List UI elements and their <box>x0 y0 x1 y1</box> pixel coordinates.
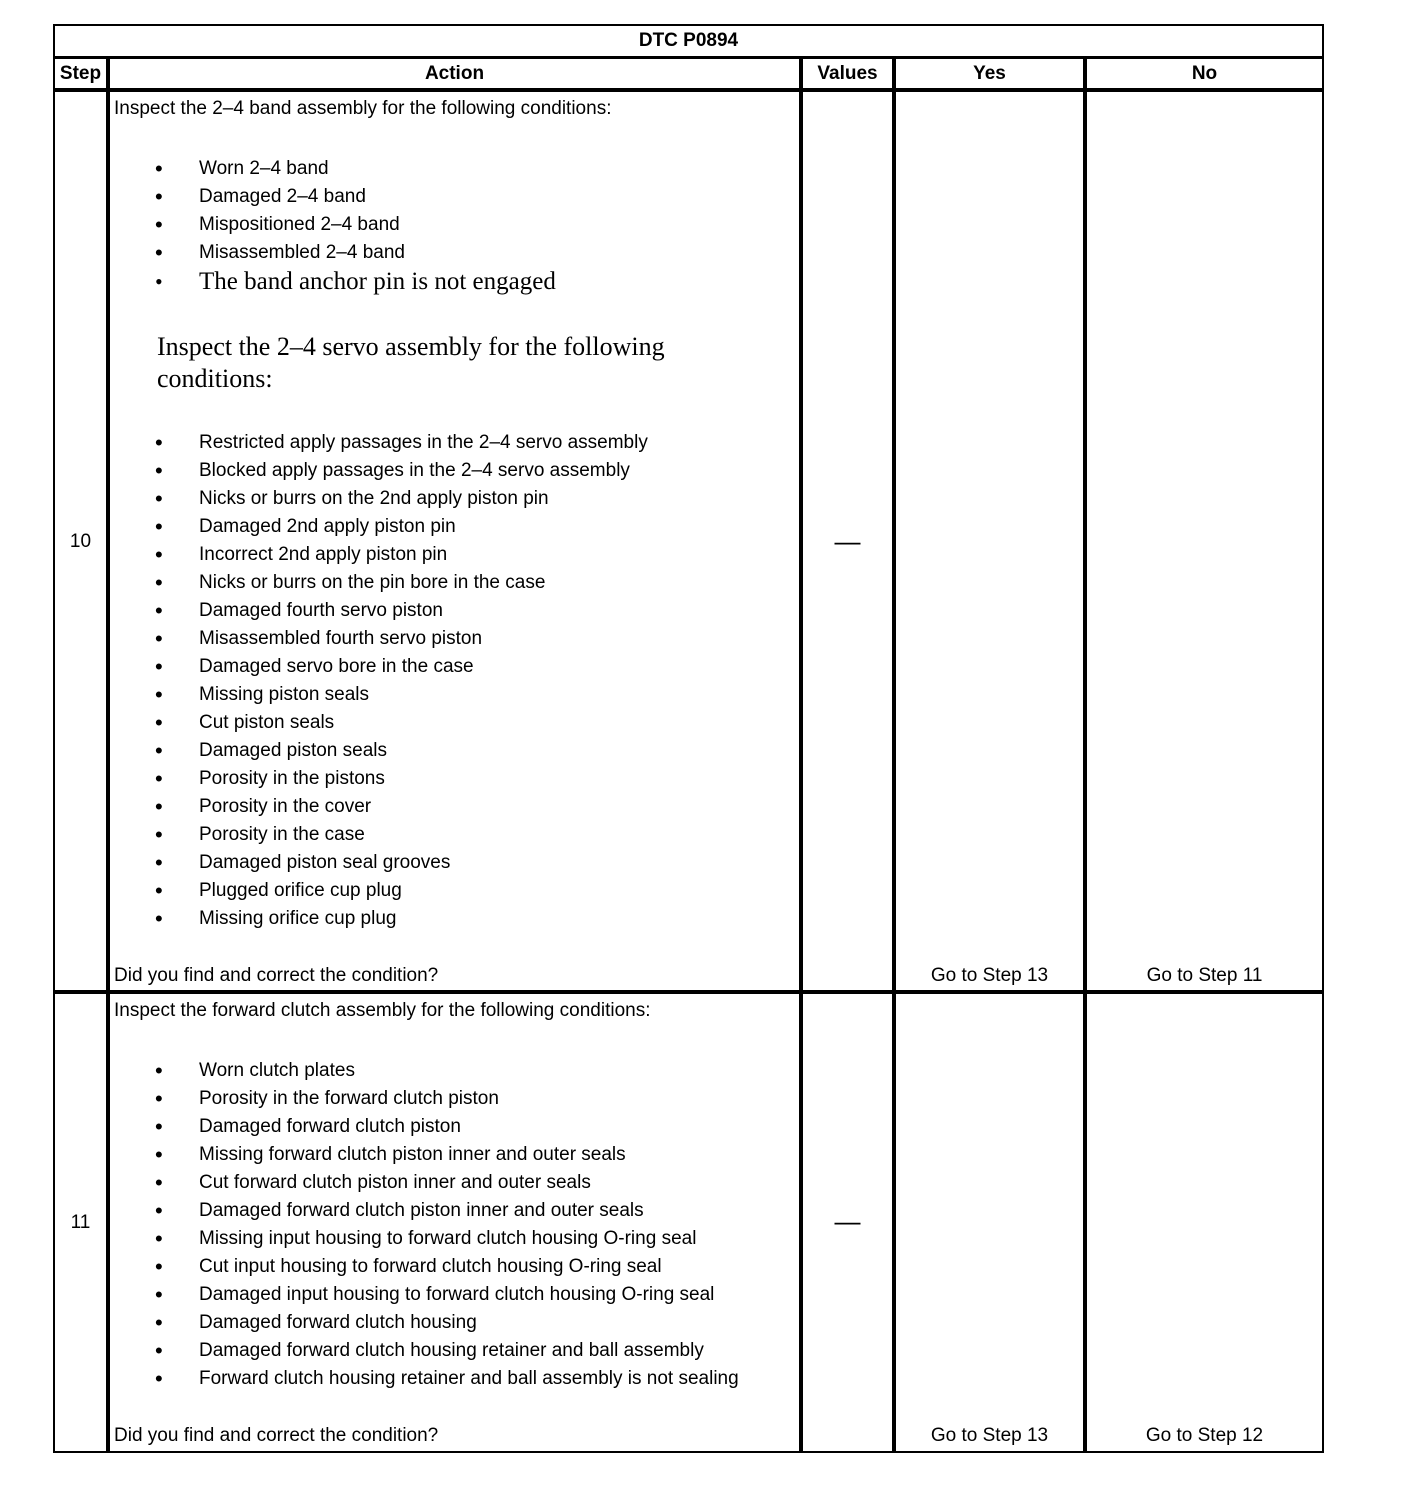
col-divider-values <box>892 56 896 1453</box>
step-10-band-list <box>114 155 556 297</box>
header-step: Step <box>59 63 102 84</box>
step-10-values: — <box>834 526 861 556</box>
step-10-no: Go to Step 11 <box>1146 965 1263 986</box>
list-item: • Damaged forward clutch piston <box>114 1113 739 1141</box>
list-item: • Damaged forward clutch housing retainer and ball assembly <box>114 1337 739 1365</box>
list-item: • Misassembled fourth servo piston <box>114 625 648 653</box>
list-item: • Porosity in the forward clutch piston <box>114 1085 739 1113</box>
list-item: • Missing forward clutch piston inner and outer seals <box>114 1141 739 1169</box>
step-11-question: Did you find and correct the condition? <box>114 1425 439 1446</box>
title-divider <box>53 56 1324 59</box>
row-divider <box>53 990 1324 994</box>
header-divider <box>53 88 1324 92</box>
list-item: • Damaged forward clutch piston inner and outer seals <box>114 1197 739 1225</box>
list-item: • Nicks or burrs on the 2nd apply piston pin <box>114 485 648 513</box>
list-item: • Worn 2–4 band <box>114 155 556 183</box>
step-11-intro: Inspect the forward clutch assembly for the following conditions: <box>114 1000 651 1021</box>
list-item: • Damaged servo bore in the case <box>114 653 648 681</box>
list-item: • Damaged forward clutch housing <box>114 1309 739 1337</box>
list-item: • The band anchor pin is not engaged <box>114 267 556 297</box>
list-item: • Incorrect 2nd apply piston pin <box>114 541 648 569</box>
list-item: • Plugged orifice cup plug <box>114 877 648 905</box>
col-divider-action <box>799 56 803 1453</box>
list-item: • Cut piston seals <box>114 709 648 737</box>
list-item: • Porosity in the pistons <box>114 765 648 793</box>
list-item: • Damaged piston seal grooves <box>114 849 648 877</box>
step-10-servo-list <box>114 429 648 933</box>
step-10-question: Did you find and correct the condition? <box>114 965 439 986</box>
list-item: • Missing input housing to forward clutch housing O-ring seal <box>114 1225 739 1253</box>
list-item: • Forward clutch housing retainer and ball assembly is not sealing <box>114 1365 739 1393</box>
list-item: • Porosity in the case <box>114 821 648 849</box>
col-divider-yes <box>1083 56 1087 1453</box>
step-10-servo-intro-line2: conditions: <box>157 364 273 393</box>
list-item: • Porosity in the cover <box>114 793 648 821</box>
step-10-servo-intro-line1: Inspect the 2–4 servo assembly for the following <box>157 332 665 361</box>
table-title: DTC P0894 <box>638 30 739 51</box>
list-item: • Blocked apply passages in the 2–4 servo assembly <box>114 457 648 485</box>
list-item: • Damaged fourth servo piston <box>114 597 648 625</box>
step-11-values: — <box>834 1206 861 1236</box>
list-item: • Damaged input housing to forward clutch housing O-ring seal <box>114 1281 739 1309</box>
list-item: • Damaged piston seals <box>114 737 648 765</box>
step-11-yes: Go to Step 13 <box>930 1425 1049 1446</box>
step-10-yes: Go to Step 13 <box>930 965 1049 986</box>
list-item: • Cut forward clutch piston inner and outer seals <box>114 1169 739 1197</box>
header-no: No <box>1191 63 1218 84</box>
step-10-intro: Inspect the 2–4 band assembly for the following conditions: <box>114 98 612 119</box>
list-item: • Damaged 2–4 band <box>114 183 556 211</box>
list-item: • Restricted apply passages in the 2–4 servo assembly <box>114 429 648 457</box>
step-11-list <box>114 1057 739 1393</box>
list-item: • Damaged 2nd apply piston pin <box>114 513 648 541</box>
list-item: • Mispositioned 2–4 band <box>114 211 556 239</box>
list-item: • Missing orifice cup plug <box>114 905 648 933</box>
col-divider-step <box>106 56 110 1453</box>
step-10-number: 10 <box>69 531 92 552</box>
step-11-number: 11 <box>70 1212 91 1233</box>
step-11-no: Go to Step 12 <box>1145 1425 1264 1446</box>
header-action: Action <box>424 63 485 84</box>
header-values: Values <box>817 63 878 84</box>
list-item: • Worn clutch plates <box>114 1057 739 1085</box>
list-item: • Missing piston seals <box>114 681 648 709</box>
list-item: • Nicks or burrs on the pin bore in the case <box>114 569 648 597</box>
header-yes: Yes <box>973 63 1006 84</box>
list-item: • Misassembled 2–4 band <box>114 239 556 267</box>
list-item: • Cut input housing to forward clutch housing O-ring seal <box>114 1253 739 1281</box>
